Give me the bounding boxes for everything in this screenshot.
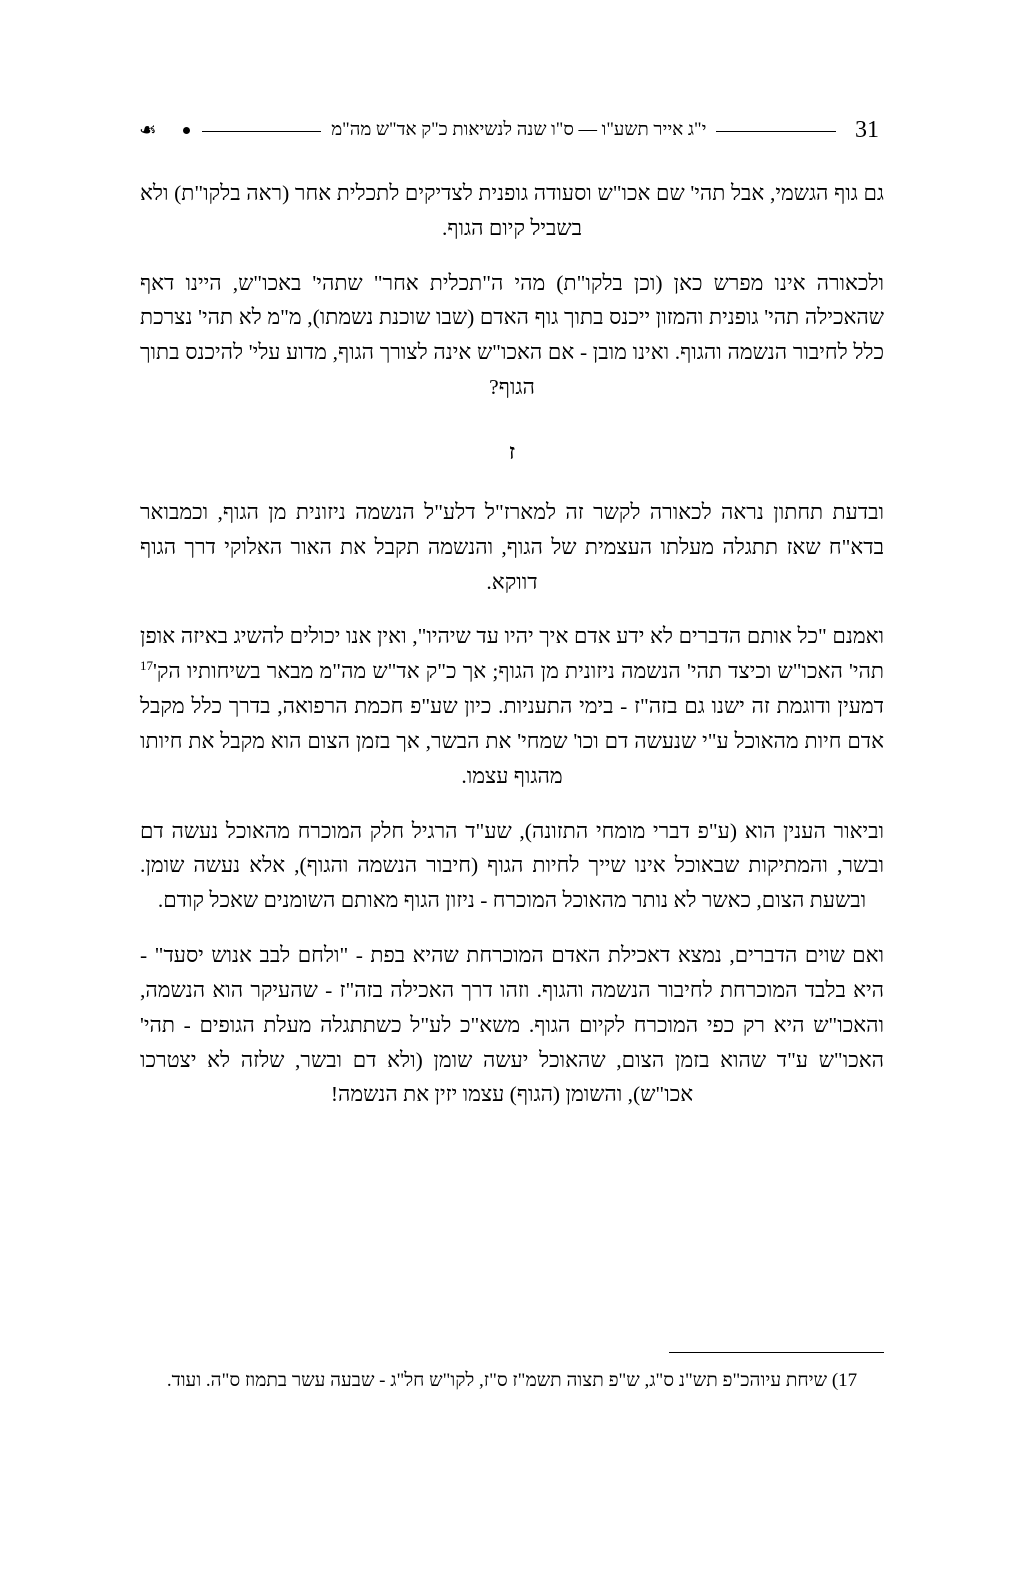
page-body <box>140 176 884 1112</box>
paragraph: וביאור הענין הוא (ע"פ דברי מומחי התזונה), שע"ד הרגיל חלק המוכרח מהאוכל נעשה דם ובשר, והמתיקות שבאוכל אינו שייך לחיות הגוף (חיבור הנשמה והגוף), אלא נעשה שומן. ובשעת הצום, כאשר לא נותר מהאוכל המוכרח - ניזון הגוף מאותם השומנים שאכל קודם. <box>140 818 884 913</box>
header-rule-right <box>716 131 836 132</box>
section-mark: ז <box>508 438 516 464</box>
paragraph: ולכאורה אינו מפרש כאן (וכן בלקו"ת) מהי ה"תכלית אחר" שתהי' באכו"ש, היינו דאף שהאכילה תהי' גופנית והמזון ייכנס בתוך גוף האדם (שבו שוכנת נשמתו), מ"מ לא תהי' נצרכת כלל לחיבור הנשמה והגוף. ואינו מובן - אם האכו"ש אינה לצורך הגוף, מדוע עלי' להיכנס בתוך הגוף? <box>140 270 884 400</box>
paragraph: גם גוף הגשמי, אבל תהי' שם אכו"ש וסעודה גופנית לצדיקים לתכלית אחר (ראה בלקו"ת) ולא בשביל קיום הגוף. <box>140 181 884 240</box>
paragraph: ובדעת תחתון נראה לכאורה לקשר זה למארז"ל דלע"ל הנשמה ניזונית מן הגוף, וכמבואר בדא"ח שאז תתגלה מעלתו העצמית של הגוף, והנשמה תקבל את האור האלוקי דרך הגוף דווקא. <box>140 499 884 594</box>
running-title: י"ג אייר תשע"ו — ס"ו שנה לנשיאות כ"ק אד"ש מה"מ <box>331 119 707 140</box>
footnote-section <box>140 1352 884 1396</box>
header-rule-left <box>202 131 322 132</box>
page-number: 31 <box>855 116 879 143</box>
footnote-item: 17) שיחת עיוהכ"פ תש"נ ס"ג, ש"פ תצוה תשמ"ז ס"ז, לקו"ש חל"ג - שבעה עשר בתמוז ס"ה. ועוד. <box>166 1370 858 1391</box>
bullet-dot-icon <box>183 127 190 134</box>
page-header <box>140 112 884 148</box>
header-title-block <box>171 120 836 141</box>
paragraph: ואמנם "כל אותם הדברים לא ידע אדם איך יהיו עד שיהיו", ואין אנו יכולים להשיג באיזה אופן תהי' האכו"ש וכיצד תהי' הנשמה ניזונית מן הגוף; אך כ"ק אד"ש מה"מ מבאר בשיחותיו הק'$^{17}$ דמעין ודוגמת זה ישנו גם בזה"ז - בימי התעניות. כיון שע"פ חכמת הרפואה, בדרך כלל מקבל אדם חיות מהאוכל ע"י שנעשה דם וכו' שמחי' את הבשר, אך בזמן הצום הוא מקבל את חיותו מהגוף עצמו. <box>140 624 884 788</box>
flourish-ornament-icon: ❧ <box>140 117 157 142</box>
footnote-reference: 17 <box>140 658 153 674</box>
footnote-separator <box>669 1352 884 1353</box>
paragraph: ואם שוים הדברים, נמצא דאכילת האדם המוכרחת שהיא בפת - "ולחם לבב אנוש יסעד" - היא בלבד המוכרחת לחיבור הנשמה והגוף. וזהו דרך האכילה בזה"ז - שהעיקר הוא הנשמה, והאכו"ש היא רק כפי המוכרח לקיום הגוף. משא"כ לע"ל כשתתגלה מעלת הגופים - תהי' האכו"ש ע"ד שהוא בזמן הצום, שהאוכל יעשה שומן (ולא דם ובשר, שלזה לא יצטרכו אכו"ש), והשומן (הגוף) עצמו יזין את הנשמה! <box>140 943 884 1107</box>
